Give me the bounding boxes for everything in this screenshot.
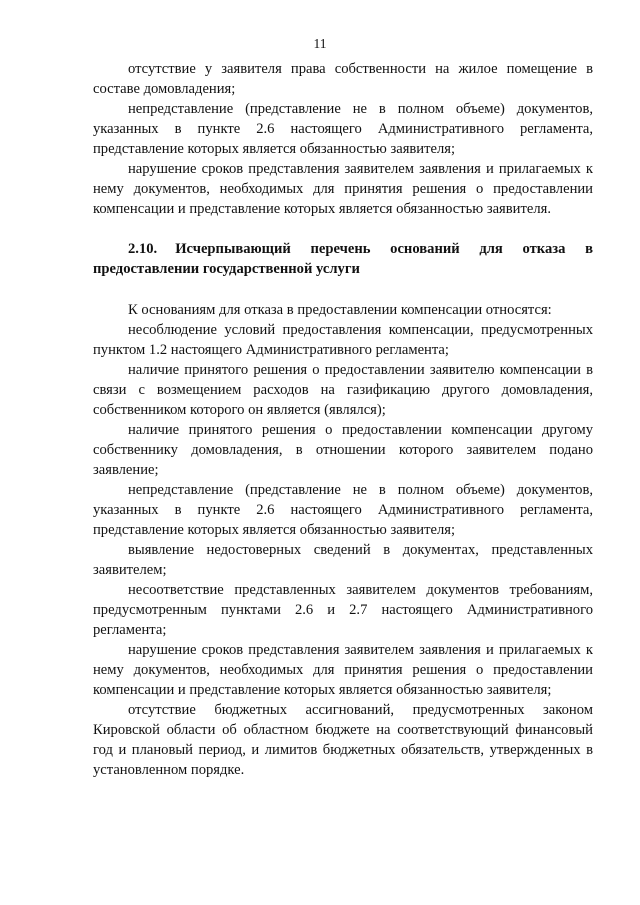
section-heading (93, 239, 593, 279)
ground-item: выявление недостоверных сведений в документах, представленных заявителем; (93, 542, 593, 578)
document-body (93, 59, 593, 780)
paragraph: непредставление (представление не в полном объеме) документов, указанных в пункте 2.6 настоящего Административного регламента, представление которых является обязанностью заявителя; (93, 101, 593, 157)
ground-item: наличие принятого решения о предоставлении заявителю компенсации в связи с возмещением расходов на газификацию другого домовладения, собственником которого он является (являлся); (93, 362, 593, 418)
ground-item: несоблюдение условий предоставления компенсации, предусмотренных пунктом 1.2 настоящего Административного регламента; (93, 322, 593, 358)
ground-item: отсутствие бюджетных ассигнований, предусмотренных законом Кировской области об областном бюджете на соответствующий финансовый год и плановый период, и лимитов бюджетных обязательств, утвержденных в установленном порядке. (93, 702, 593, 778)
ground-item: несоответствие представленных заявителем документов требованиям, предусмотренным пунктами 2.6 и 2.7 настоящего Административного регламента; (93, 582, 593, 638)
section-title: Исчерпывающий перечень оснований для отказа в предоставлении государственной услуги (93, 241, 593, 277)
paragraph: нарушение сроков представления заявителем заявления и прилагаемых к нему документов, необходимых для принятия решения о предоставлении компенсации и представление которых является обязанностью заявителя. (93, 161, 593, 217)
section-number: 2.10. (128, 241, 158, 257)
ground-item: наличие принятого решения о предоставлении компенсации другому собственнику домовладения, в отношении которого заявителем подано заявление; (93, 422, 593, 478)
page-number: 11 (313, 36, 327, 51)
paragraph: отсутствие у заявителя права собственности на жилое помещение в составе домовладения; (93, 61, 593, 97)
grounds-intro: К основаниям для отказа в предоставлении компенсации относятся: (128, 302, 552, 318)
ground-item: нарушение сроков представления заявителем заявления и прилагаемых к нему документов, необходимых для принятия решения о предоставлении компенсации и представление которых является обязанностью заявителя; (93, 642, 593, 698)
ground-item: непредставление (представление не в полном объеме) документов, указанных в пункте 2.6 настоящего Административного регламента, представление которых является обязанностью заявителя; (93, 482, 593, 538)
